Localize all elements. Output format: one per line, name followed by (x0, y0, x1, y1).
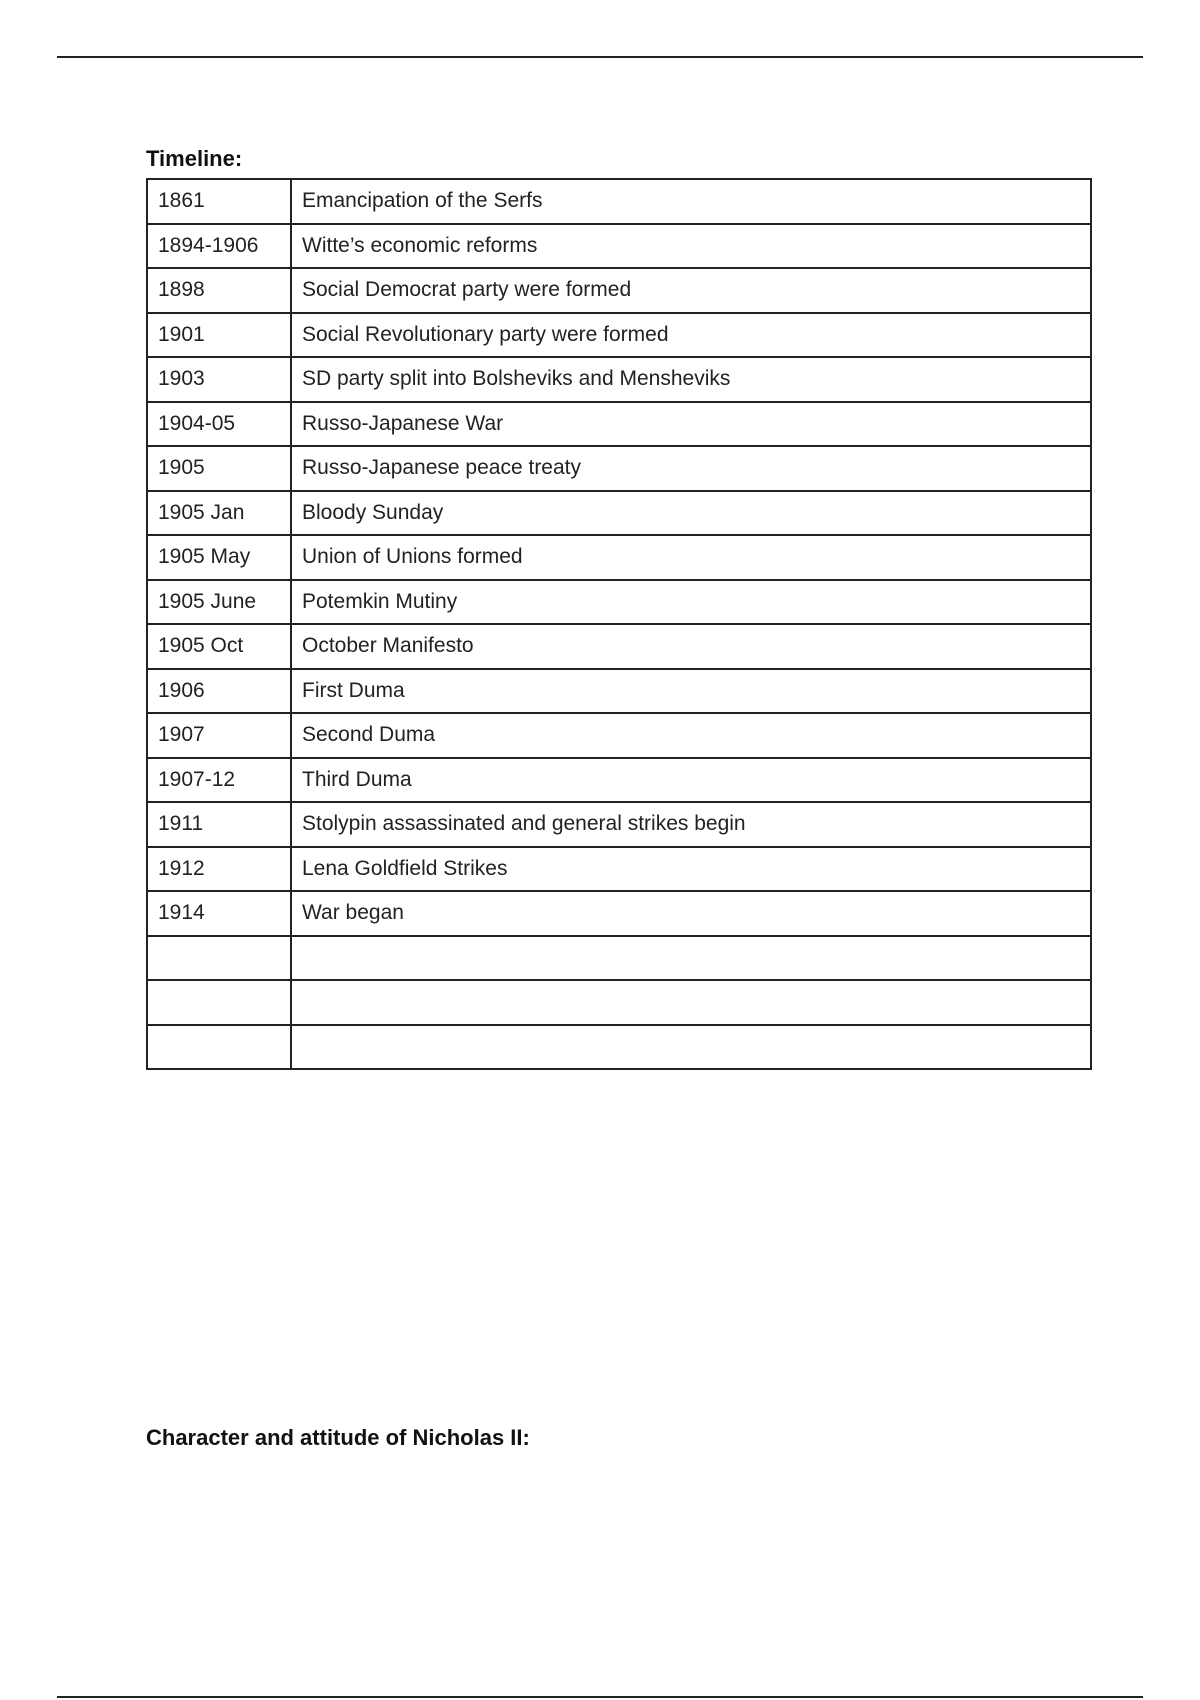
table-row (147, 847, 1091, 892)
timeline-year-cell: 1911 (147, 802, 291, 847)
timeline-year-cell (147, 980, 291, 1025)
timeline-year-cell: 1903 (147, 357, 291, 402)
timeline-year-cell: 1901 (147, 313, 291, 358)
table-row (147, 446, 1091, 491)
table-row (147, 802, 1091, 847)
table-row (147, 713, 1091, 758)
character-heading: Character and attitude of Nicholas II: (146, 1425, 530, 1450)
timeline-event-cell: Russo-Japanese War (291, 402, 1091, 447)
timeline-event-cell: Potemkin Mutiny (291, 580, 1091, 625)
timeline-event-cell: Russo-Japanese peace treaty (291, 446, 1091, 491)
timeline-year-cell: 1907-12 (147, 758, 291, 803)
table-row (147, 936, 1091, 981)
table-row (147, 313, 1091, 358)
timeline-event-cell (291, 1025, 1091, 1070)
timeline-event-cell: Emancipation of the Serfs (291, 179, 1091, 224)
timeline-year-cell: 1894-1906 (147, 224, 291, 269)
timeline-event-cell: Third Duma (291, 758, 1091, 803)
timeline-body (147, 179, 1091, 1069)
timeline-event-cell: SD party split into Bolsheviks and Mensheviks (291, 357, 1091, 402)
timeline-event-cell (291, 936, 1091, 981)
timeline-year-cell (147, 1025, 291, 1070)
timeline-year-cell (147, 936, 291, 981)
table-row (147, 179, 1091, 224)
table-row (147, 980, 1091, 1025)
timeline-table (146, 178, 1092, 1070)
timeline-event-cell: Witte’s economic reforms (291, 224, 1091, 269)
top-rule (57, 56, 1143, 58)
timeline-year-cell: 1898 (147, 268, 291, 313)
table-row (147, 580, 1091, 625)
table-row (147, 402, 1091, 447)
table-row (147, 624, 1091, 669)
timeline-event-cell: Union of Unions formed (291, 535, 1091, 580)
bottom-rule (57, 1696, 1143, 1698)
timeline-event-cell: War began (291, 891, 1091, 936)
timeline-event-cell (291, 980, 1091, 1025)
timeline-year-cell: 1905 June (147, 580, 291, 625)
table-row (147, 1025, 1091, 1070)
timeline-year-cell: 1904-05 (147, 402, 291, 447)
table-row (147, 224, 1091, 269)
timeline-year-cell: 1905 (147, 446, 291, 491)
timeline-event-cell: Social Revolutionary party were formed (291, 313, 1091, 358)
timeline-year-cell: 1905 Oct (147, 624, 291, 669)
timeline-year-cell: 1912 (147, 847, 291, 892)
timeline-event-cell: October Manifesto (291, 624, 1091, 669)
table-row (147, 669, 1091, 714)
timeline-year-cell: 1861 (147, 179, 291, 224)
table-row (147, 535, 1091, 580)
timeline-heading: Timeline: (146, 146, 243, 171)
timeline-event-cell: Lena Goldfield Strikes (291, 847, 1091, 892)
timeline-event-cell: Bloody Sunday (291, 491, 1091, 536)
timeline-year-cell: 1905 May (147, 535, 291, 580)
table-row (147, 357, 1091, 402)
timeline-year-cell: 1914 (147, 891, 291, 936)
timeline-year-cell: 1905 Jan (147, 491, 291, 536)
table-row (147, 891, 1091, 936)
table-row (147, 268, 1091, 313)
table-row (147, 758, 1091, 803)
timeline-event-cell: Second Duma (291, 713, 1091, 758)
timeline-year-cell: 1906 (147, 669, 291, 714)
timeline-event-cell: First Duma (291, 669, 1091, 714)
timeline-event-cell: Stolypin assassinated and general strikes begin (291, 802, 1091, 847)
timeline-year-cell: 1907 (147, 713, 291, 758)
timeline-event-cell: Social Democrat party were formed (291, 268, 1091, 313)
table-row (147, 491, 1091, 536)
